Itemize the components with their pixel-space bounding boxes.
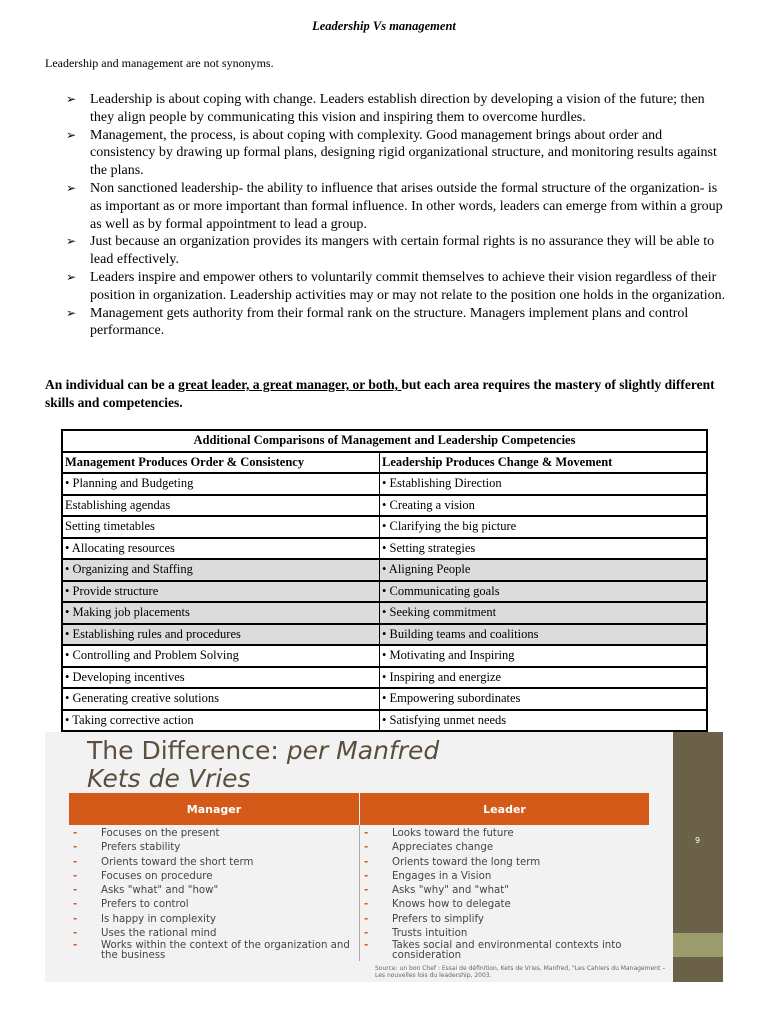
list-item: ➢ Leadership is about coping with change. Leaders establish direction by developing a vision of the future; then they align people by communicating this vision and inspiring them to overcome hurdles. bbox=[66, 92, 705, 125]
list-item: - Prefers to simplify bbox=[360, 913, 649, 927]
manager-header: Manager bbox=[69, 793, 360, 825]
list-item: ➢ Just because an organization provides its mangers with certain formal rights is no assurance they will be able to lead effectively. bbox=[66, 234, 715, 268]
list-item: - Orients toward the long term bbox=[360, 856, 649, 870]
table-row: • Allocating resources • Setting strategies bbox=[62, 538, 707, 560]
table-row: • Establishing rules and procedures • Building teams and coalitions bbox=[62, 624, 707, 646]
arrow-bullet-icon: ➢ bbox=[66, 180, 77, 195]
table-row: • Controlling and Problem Solving • Motivating and Inspiring bbox=[62, 645, 707, 667]
table-caption: Additional Comparisons of Management and Leadership Competencies bbox=[62, 430, 707, 452]
list-item: - Works within the context of the organization and the business bbox=[69, 941, 359, 960]
leader-column bbox=[360, 825, 650, 961]
column-header-management: Management Produces Order & Consistency bbox=[62, 452, 380, 474]
list-item: ➢ Non sanctioned leadership- the ability to influence that arises outside the formal structure of the organization- is as important as or more important than formal influence. In other words, leaders can emerge from within a group as well as by formal appointment to lead a group. bbox=[66, 180, 723, 232]
list-item: - Appreciates change bbox=[360, 841, 649, 855]
list-item: - Takes social and environmental contexts into consideration bbox=[360, 941, 649, 960]
arrow-bullet-icon: ➢ bbox=[66, 92, 77, 106]
list-item: - Prefers stability bbox=[69, 841, 359, 855]
list-item: - Prefers to control bbox=[69, 898, 359, 912]
summary-paragraph: An individual can be a great leader, a great manager, or both, but each area requires the mastery of slightly different skills and competencies. bbox=[45, 377, 715, 410]
table-row: • Generating creative solutions • Empowering subordinates bbox=[62, 688, 707, 710]
comparison-table bbox=[61, 429, 708, 732]
table-row: • Provide structure • Communicating goals bbox=[62, 581, 707, 603]
manager-leader-table bbox=[69, 793, 649, 961]
slide-image bbox=[45, 732, 723, 982]
list-item: - Asks "why" and "what" bbox=[360, 884, 649, 898]
list-item: - Focuses on procedure bbox=[69, 870, 359, 884]
arrow-bullet-icon: ➢ bbox=[66, 305, 77, 320]
table-row: • Organizing and Staffing • Aligning People bbox=[62, 559, 707, 581]
list-item: - Uses the rational mind bbox=[69, 927, 359, 941]
slide-accent-block bbox=[673, 933, 723, 957]
list-item: - Orients toward the short term bbox=[69, 856, 359, 870]
table-row: • Planning and Budgeting • Establishing Direction bbox=[62, 473, 707, 495]
list-item: - Trusts intuition bbox=[360, 927, 649, 941]
table-row: • Taking corrective action • Satisfying unmet needs bbox=[62, 710, 707, 732]
table-row: • Making job placements • Seeking commitment bbox=[62, 602, 707, 624]
document-title: Leadership Vs management bbox=[312, 19, 456, 33]
table-row: Setting timetables • Clarifying the big picture bbox=[62, 516, 707, 538]
list-item: ➢ Management, the process, is about coping with complexity. Good management brings about order and consistency by drawing up formal plans, designing rigid organizational structure, and monitoring results against the plans. bbox=[66, 127, 717, 179]
list-item: - Knows how to delegate bbox=[360, 898, 649, 912]
arrow-bullet-icon: ➢ bbox=[66, 234, 77, 249]
table-row: • Developing incentives • Inspiring and energize bbox=[62, 667, 707, 689]
list-item: ➢ Management gets authority from their formal rank on the structure. Managers implement plans and control performance. bbox=[66, 305, 689, 339]
list-item: - Engages in a Vision bbox=[360, 870, 649, 884]
slide-title: The Difference: per Manfred Kets de Vries bbox=[87, 736, 440, 793]
list-item: ➢ Leaders inspire and empower others to voluntarily commit themselves to achieve their vision regardless of their position in organization. Leadership activities may or may not relate to the position one holds in the organization. bbox=[66, 269, 726, 303]
leader-header: Leader bbox=[360, 793, 650, 825]
list-item: - Focuses on the present bbox=[69, 827, 359, 841]
slide-source: Source: un bon Chef : Essai de définition, Kets de Vries, Manfred, "Les Cahiers du Management – Les nouvelles lois du leadership, 2003. bbox=[375, 965, 666, 979]
underlined-phrase: great leader, a great manager, or both, bbox=[178, 377, 402, 392]
slide-page-number: 9 bbox=[695, 836, 701, 845]
list-item: - Asks "what" and "how" bbox=[69, 884, 359, 898]
column-header-leadership: Leadership Produces Change & Movement bbox=[380, 452, 708, 474]
table-row: Establishing agendas • Creating a vision bbox=[62, 495, 707, 517]
intro-text: Leadership and management are not synonyms. bbox=[45, 56, 274, 70]
list-item: - Is happy in complexity bbox=[69, 913, 359, 927]
manager-column bbox=[69, 825, 360, 961]
list-item: - Looks toward the future bbox=[360, 827, 649, 841]
arrow-bullet-icon: ➢ bbox=[66, 127, 77, 142]
arrow-bullet-icon: ➢ bbox=[66, 269, 77, 284]
bullet-list bbox=[66, 91, 726, 340]
slide-sidebar bbox=[673, 732, 723, 982]
